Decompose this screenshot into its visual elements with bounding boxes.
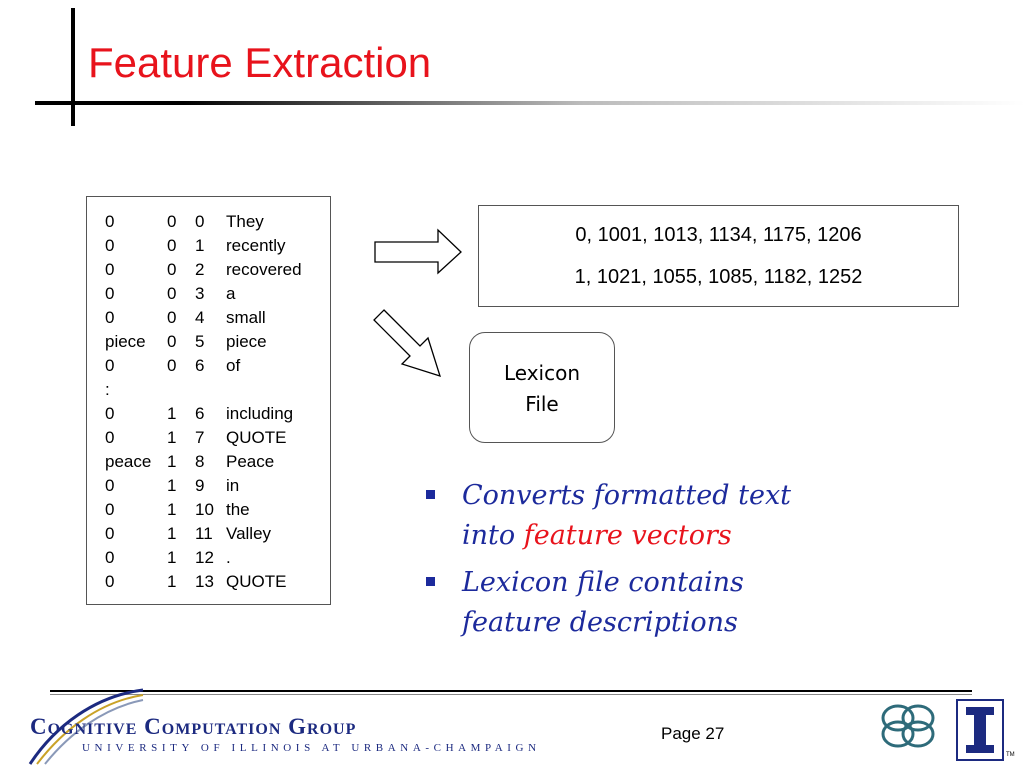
celtic-knot-logo-icon [876,700,940,752]
token-cell: 1 [167,572,177,591]
token-cell: 0 [167,356,177,375]
token-cell: 1 [167,476,177,495]
token-cell: 0 [105,500,115,519]
token-cell: 1 [167,548,177,567]
token-cell: including [226,404,294,423]
token-cell: 0 [167,236,177,255]
token-cell: piece [226,332,267,351]
bullet-square-icon [426,577,435,586]
token-cell: 0 [105,260,115,279]
token-cell: They [226,212,264,231]
token-cell: 1 [167,524,177,543]
token-cell: 9 [195,476,205,495]
bullet-text [462,516,983,556]
token-cell: 5 [195,332,205,351]
feature-vector-line: 0, 1001, 1013, 1134, 1175, 1206 [575,224,862,246]
token-cell: 10 [195,500,214,519]
slide-title: Feature Extraction [88,39,432,86]
token-cell: 13 [195,572,214,591]
bullet-highlight: feature vectors [523,520,732,551]
token-cell: piece [105,332,146,351]
token-cell: 0 [105,428,115,447]
token-cell: 0 [167,332,177,351]
token-cell: 0 [195,212,205,231]
token-cell: 0 [105,524,115,543]
token-cell: QUOTE [226,572,287,591]
bullet-item [423,476,983,556]
token-cell: a [226,284,236,303]
token-cell: QUOTE [226,428,287,447]
token-cell: 1 [167,500,177,519]
token-cell: 0 [167,260,177,279]
token-cell: recovered [226,260,302,279]
token-cell: 1 [167,404,177,423]
token-cell: 0 [167,308,177,327]
bullet-text-prefix: into [462,520,524,551]
token-cell: recently [226,236,286,255]
trademark-mark: TM [1006,752,1015,758]
token-cell: small [226,308,266,327]
right-arrow-icon [375,230,461,273]
token-cell: 12 [195,548,214,567]
token-cell: 0 [105,308,115,327]
lexicon-file-box [469,332,615,443]
page-number: Page 27 [661,724,725,743]
diagonal-arrow-icon [374,310,440,376]
token-cell: 0 [167,284,177,303]
bullet-square-icon [426,490,435,499]
token-cell: 0 [105,404,115,423]
token-cell: 0 [105,572,115,591]
token-cell: 0 [105,212,115,231]
footer-rule [50,690,972,692]
bullet-item [423,563,983,643]
token-cell: 3 [195,284,205,303]
token-cell: of [226,356,241,375]
bullet-text: feature descriptions [462,607,738,638]
title-horizontal-rule [35,101,1024,105]
token-cell: 0 [105,476,115,495]
token-cell: 0 [105,356,115,375]
token-cell: 2 [195,260,205,279]
token-cell: 0 [167,212,177,231]
token-cell: 4 [195,308,205,327]
token-cell: 1 [167,452,177,471]
token-cell: peace [105,452,152,471]
title-vertical-rule [71,8,75,126]
token-cell: 6 [195,356,205,375]
token-cell: in [226,476,240,495]
university-name: UNIVERSITY OF ILLINOIS AT URBANA-CHAMPAIGN [82,742,541,754]
token-cell: Valley [226,524,272,543]
token-cell: 8 [195,452,205,471]
lexicon-label: Lexicon [503,361,581,385]
feature-vector-box [478,205,959,307]
token-cell: 0 [105,548,115,567]
token-cell: 6 [195,404,205,423]
lexicon-label: File [525,392,559,416]
footer-rule-thin [50,694,972,695]
feature-vector-line: 1, 1021, 1055, 1085, 1182, 1252 [574,266,863,288]
token-cell: 0 [105,236,115,255]
group-name: Cognitive Computation Group [30,714,357,739]
bullet-list [423,476,983,650]
token-cell: 7 [195,428,205,447]
token-cell: 0 [105,284,115,303]
token-cell: . [226,548,231,567]
token-cell: 11 [195,524,213,543]
token-cell: 1 [195,236,205,255]
bullet-text: Lexicon file contains [462,567,744,598]
token-cell: : [105,380,110,399]
illinois-logo-icon [956,699,1004,761]
token-cell: Peace [226,452,275,471]
token-table [86,196,331,605]
token-cell: the [226,500,250,519]
token-cell: 1 [167,428,177,447]
bullet-text: Converts formatted text [462,480,792,511]
